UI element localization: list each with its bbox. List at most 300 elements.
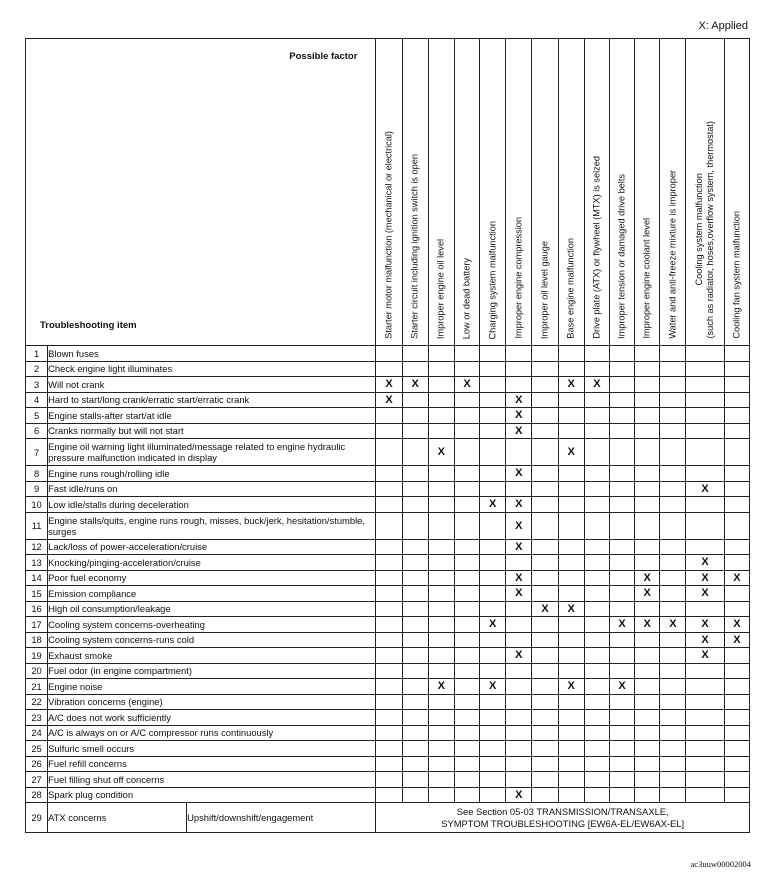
row-number: 6	[26, 423, 48, 439]
table-row	[26, 439, 750, 466]
factor-label: Starter motor malfunction (mechanical or electrical)	[383, 131, 394, 339]
factor-cell	[584, 497, 609, 513]
factor-cell	[376, 694, 402, 710]
factor-cell	[635, 725, 660, 741]
factor-cell: X	[584, 377, 609, 393]
factor-header-12	[660, 39, 686, 346]
factor-cell	[660, 392, 686, 408]
factor-cell	[724, 539, 749, 555]
row-item: Poor fuel economy	[48, 570, 376, 586]
factor-cell	[402, 497, 428, 513]
factor-cell	[584, 555, 609, 571]
factor-cell	[635, 741, 660, 757]
factor-cell	[724, 423, 749, 439]
factor-cell	[376, 663, 402, 679]
factor-cell	[376, 497, 402, 513]
possible-factor-label: Possible factor	[289, 51, 358, 62]
table-row	[26, 803, 750, 833]
table-body	[26, 346, 750, 833]
factor-label: Charging system malfunction	[487, 220, 498, 339]
table-row	[26, 497, 750, 513]
factor-cell: X	[635, 586, 660, 602]
factor-cell: X	[506, 586, 532, 602]
factor-cell: X	[532, 601, 558, 617]
factor-label: Low or dead battery	[461, 257, 472, 339]
factor-label: Improper engine compression	[513, 217, 524, 339]
factor-cell	[686, 694, 724, 710]
factor-cell: X	[402, 377, 428, 393]
factor-cell: X	[480, 497, 506, 513]
factor-cell	[428, 481, 454, 497]
table-row	[26, 346, 750, 362]
table-row	[26, 617, 750, 633]
factor-cell	[402, 423, 428, 439]
factor-cell	[724, 361, 749, 377]
factor-cell	[660, 497, 686, 513]
factor-cell	[724, 408, 749, 424]
factor-cell	[402, 392, 428, 408]
factor-cell	[454, 512, 479, 539]
row-number: 5	[26, 408, 48, 424]
factor-cell	[532, 632, 558, 648]
troubleshooting-item-label: Troubleshooting item	[40, 320, 137, 331]
row-item: Engine oil warning light illuminated/message related to engine hydraulic pressure malfunction indicated in display	[48, 439, 376, 466]
factor-cell	[609, 497, 634, 513]
factor-cell	[532, 586, 558, 602]
factor-cell: X	[686, 617, 724, 633]
factor-cell	[402, 481, 428, 497]
factor-cell	[428, 512, 454, 539]
factor-header-11	[635, 39, 660, 346]
factor-cell: X	[609, 617, 634, 633]
factor-cell	[454, 787, 479, 803]
factor-cell	[532, 725, 558, 741]
factor-header-8	[558, 39, 584, 346]
factor-cell	[402, 555, 428, 571]
factor-cell	[454, 481, 479, 497]
factor-cell	[532, 361, 558, 377]
factor-cell	[480, 361, 506, 377]
factor-cell	[532, 648, 558, 664]
row-number: 27	[26, 772, 48, 788]
table-row	[26, 377, 750, 393]
factor-cell	[480, 466, 506, 482]
row-number: 2	[26, 361, 48, 377]
factor-cell	[454, 408, 479, 424]
row-number: 22	[26, 694, 48, 710]
row-number: 7	[26, 439, 48, 466]
table-row	[26, 663, 750, 679]
factor-cell	[584, 408, 609, 424]
factor-cell: X	[480, 617, 506, 633]
factor-cell	[660, 361, 686, 377]
factor-cell	[635, 663, 660, 679]
factor-cell	[532, 756, 558, 772]
factor-cell	[686, 512, 724, 539]
table-row	[26, 725, 750, 741]
factor-cell	[532, 555, 558, 571]
factor-cell	[558, 632, 584, 648]
factor-cell	[660, 512, 686, 539]
factor-cell	[609, 586, 634, 602]
factor-cell	[660, 570, 686, 586]
factor-cell	[724, 392, 749, 408]
factor-cell	[609, 361, 634, 377]
factor-cell	[532, 423, 558, 439]
factor-cell	[480, 392, 506, 408]
factor-cell	[480, 555, 506, 571]
factor-cell	[454, 466, 479, 482]
factor-cell	[506, 679, 532, 695]
factor-cell	[558, 361, 584, 377]
factor-cell	[428, 392, 454, 408]
factor-cell: X	[686, 586, 724, 602]
factor-cell	[480, 570, 506, 586]
row-number: 3	[26, 377, 48, 393]
factor-cell	[724, 466, 749, 482]
factor-cell	[428, 741, 454, 757]
factor-cell	[660, 601, 686, 617]
factor-cell	[506, 694, 532, 710]
factor-cell: X	[376, 377, 402, 393]
legend-applied: X: Applied	[698, 20, 748, 32]
factor-cell	[635, 512, 660, 539]
factor-cell	[584, 632, 609, 648]
factor-cell	[635, 346, 660, 362]
factor-cell	[724, 481, 749, 497]
factor-cell	[428, 617, 454, 633]
factor-cell: X	[428, 439, 454, 466]
factor-cell	[558, 756, 584, 772]
row-item: Fuel filling shut off concerns	[48, 772, 376, 788]
factor-cell	[686, 539, 724, 555]
factor-cell	[724, 694, 749, 710]
factor-cell: X	[609, 679, 634, 695]
factor-cell	[584, 570, 609, 586]
factor-cell	[506, 632, 532, 648]
factor-cell	[480, 694, 506, 710]
factor-cell	[686, 710, 724, 726]
factor-cell	[686, 741, 724, 757]
factor-cell	[532, 512, 558, 539]
row-number: 15	[26, 586, 48, 602]
factor-cell	[584, 725, 609, 741]
factor-cell	[724, 439, 749, 466]
factor-cell	[609, 756, 634, 772]
factor-cell	[428, 466, 454, 482]
factor-cell	[402, 648, 428, 664]
table-row	[26, 466, 750, 482]
factor-cell	[402, 617, 428, 633]
factor-cell	[480, 377, 506, 393]
factor-cell	[558, 512, 584, 539]
row-number: 23	[26, 710, 48, 726]
factor-cell: X	[724, 570, 749, 586]
factor-cell	[376, 679, 402, 695]
row-item: Check engine light illuminates	[48, 361, 376, 377]
factor-cell	[724, 601, 749, 617]
factor-cell	[428, 694, 454, 710]
factor-cell	[506, 555, 532, 571]
factor-cell	[660, 632, 686, 648]
factor-cell	[376, 570, 402, 586]
factor-cell	[660, 679, 686, 695]
factor-cell	[660, 423, 686, 439]
factor-cell	[558, 787, 584, 803]
factor-cell	[376, 710, 402, 726]
row-subitem: Upshift/downshift/engagement	[187, 803, 376, 833]
factor-cell: X	[506, 512, 532, 539]
factor-header-3	[428, 39, 454, 346]
factor-cell	[402, 539, 428, 555]
factor-label: Improper tension or damaged drive belts	[616, 174, 627, 339]
table-row	[26, 539, 750, 555]
factor-cell	[402, 663, 428, 679]
factor-cell	[584, 346, 609, 362]
factor-cell	[635, 408, 660, 424]
factor-cell	[506, 663, 532, 679]
factor-cell: X	[506, 570, 532, 586]
factor-cell: X	[686, 632, 724, 648]
row-number: 8	[26, 466, 48, 482]
factor-cell	[724, 679, 749, 695]
factor-cell	[686, 466, 724, 482]
factor-cell	[532, 466, 558, 482]
factor-cell	[376, 586, 402, 602]
factor-cell	[376, 772, 402, 788]
factor-cell	[660, 663, 686, 679]
table-row	[26, 741, 750, 757]
row-number: 25	[26, 741, 48, 757]
factor-cell: X	[686, 570, 724, 586]
row-item: Blown fuses	[48, 346, 376, 362]
factor-cell: X	[480, 679, 506, 695]
factor-cell	[558, 539, 584, 555]
factor-cell	[376, 423, 402, 439]
factor-cell	[428, 601, 454, 617]
factor-cell	[532, 710, 558, 726]
factor-label: Base engine malfunction	[565, 238, 576, 339]
table-row	[26, 512, 750, 539]
factor-cell	[428, 555, 454, 571]
factor-cell	[660, 725, 686, 741]
factor-cell	[558, 423, 584, 439]
factor-cell	[558, 694, 584, 710]
factor-cell	[724, 787, 749, 803]
factor-cell	[686, 497, 724, 513]
factor-cell	[506, 346, 532, 362]
factor-cell: X	[506, 466, 532, 482]
factor-cell	[660, 648, 686, 664]
troubleshooting-table	[25, 38, 750, 833]
factor-cell	[402, 710, 428, 726]
row-item: Fuel odor (in engine compartment)	[48, 663, 376, 679]
factor-cell	[584, 648, 609, 664]
factor-cell	[724, 741, 749, 757]
factor-cell	[635, 377, 660, 393]
factor-cell	[376, 648, 402, 664]
factor-cell	[532, 570, 558, 586]
factor-cell	[660, 539, 686, 555]
factor-cell	[402, 725, 428, 741]
factor-cell	[724, 663, 749, 679]
factor-cell	[454, 648, 479, 664]
factor-cell	[506, 725, 532, 741]
factor-cell	[454, 346, 479, 362]
factor-cell: X	[724, 632, 749, 648]
factor-cell	[686, 439, 724, 466]
factor-cell	[428, 423, 454, 439]
factor-cell	[532, 377, 558, 393]
row-item: Engine stalls-after start/at idle	[48, 408, 376, 424]
factor-cell	[609, 539, 634, 555]
row-item: Cooling system concerns-runs cold	[48, 632, 376, 648]
factor-cell	[609, 408, 634, 424]
factor-cell	[686, 787, 724, 803]
factor-cell	[635, 756, 660, 772]
factor-cell	[584, 512, 609, 539]
factor-cell	[724, 512, 749, 539]
factor-cell	[402, 632, 428, 648]
row-item: Engine noise	[48, 679, 376, 695]
figure-code: ac3uuw00002004	[690, 859, 751, 869]
factor-cell	[686, 377, 724, 393]
factor-cell	[584, 772, 609, 788]
factor-label: Water and anti-freeze mixture is improper	[667, 170, 678, 339]
factor-cell	[584, 586, 609, 602]
factor-cell	[609, 377, 634, 393]
factor-cell	[506, 772, 532, 788]
factor-cell	[609, 601, 634, 617]
factor-cell: X	[686, 555, 724, 571]
factor-header-6	[506, 39, 532, 346]
factor-cell: X	[724, 617, 749, 633]
table-row	[26, 361, 750, 377]
factor-cell	[428, 539, 454, 555]
factor-cell	[558, 648, 584, 664]
factor-cell	[480, 539, 506, 555]
factor-cell	[609, 725, 634, 741]
row-item: Will not crank	[48, 377, 376, 393]
row-number: 4	[26, 392, 48, 408]
factor-cell	[609, 663, 634, 679]
factor-cell	[428, 497, 454, 513]
factor-cell	[609, 772, 634, 788]
factor-cell	[558, 466, 584, 482]
factor-label: Improper oil level gauge	[539, 240, 550, 339]
row-number: 17	[26, 617, 48, 633]
factor-cell	[402, 586, 428, 602]
row-item: Engine stalls/quits, engine runs rough, misses, buck/jerk, hesitation/stumble, surges	[48, 512, 376, 539]
factor-cell	[609, 787, 634, 803]
row-item: Lack/loss of power-acceleration/cruise	[48, 539, 376, 555]
factor-header-4	[454, 39, 479, 346]
factor-cell	[532, 679, 558, 695]
table-row	[26, 570, 750, 586]
factor-cell	[724, 772, 749, 788]
factor-cell: X	[506, 539, 532, 555]
factor-cell	[635, 710, 660, 726]
factor-label: Improper engine oil level	[435, 238, 446, 339]
factor-cell	[660, 586, 686, 602]
table-row	[26, 710, 750, 726]
factor-cell	[480, 346, 506, 362]
table-row	[26, 586, 750, 602]
row-number: 24	[26, 725, 48, 741]
factor-cell	[454, 497, 479, 513]
factor-cell	[454, 725, 479, 741]
factor-cell	[660, 756, 686, 772]
factor-cell	[480, 481, 506, 497]
factor-cell	[506, 617, 532, 633]
row-number: 13	[26, 555, 48, 571]
factor-cell	[402, 787, 428, 803]
factor-cell	[660, 787, 686, 803]
factor-cell	[376, 725, 402, 741]
factor-cell	[686, 361, 724, 377]
row-item: Knocking/pinging-acceleration/cruise	[48, 555, 376, 571]
factor-cell	[609, 555, 634, 571]
factor-cell	[660, 346, 686, 362]
table-row	[26, 756, 750, 772]
factor-label: Cooling system malfunction (such as radiator, hoses,overflow system, thermostat)	[694, 121, 716, 339]
factor-cell	[376, 361, 402, 377]
factor-cell	[584, 481, 609, 497]
factor-cell	[635, 392, 660, 408]
factor-cell	[584, 663, 609, 679]
factor-cell	[376, 756, 402, 772]
factor-cell: X	[686, 648, 724, 664]
factor-cell	[584, 423, 609, 439]
factor-header-5	[480, 39, 506, 346]
factor-cell	[686, 392, 724, 408]
factor-cell	[506, 710, 532, 726]
factor-cell	[480, 648, 506, 664]
row-number: 9	[26, 481, 48, 497]
table-row	[26, 555, 750, 571]
factor-cell	[660, 377, 686, 393]
factor-cell	[506, 601, 532, 617]
factor-cell	[532, 439, 558, 466]
factor-cell	[454, 539, 479, 555]
factor-cell	[584, 601, 609, 617]
factor-cell	[480, 663, 506, 679]
factor-cell	[584, 466, 609, 482]
factor-cell	[402, 361, 428, 377]
factor-cell	[428, 632, 454, 648]
factor-header-13	[686, 39, 724, 346]
factor-cell	[558, 663, 584, 679]
factor-cell	[428, 725, 454, 741]
row-number: 26	[26, 756, 48, 772]
note-line-1: See Section 05-03 TRANSMISSION/TRANSAXLE,	[456, 805, 669, 817]
factor-cell	[558, 741, 584, 757]
table-row	[26, 408, 750, 424]
factor-cell	[609, 512, 634, 539]
factor-cell: X	[660, 617, 686, 633]
factor-cell	[454, 617, 479, 633]
factor-cell	[428, 408, 454, 424]
factor-cell	[532, 772, 558, 788]
factor-cell	[506, 741, 532, 757]
factor-cell	[376, 481, 402, 497]
row-item: High oil consumption/leakage	[48, 601, 376, 617]
factor-cell	[635, 539, 660, 555]
factor-cell	[376, 601, 402, 617]
factor-cell	[402, 756, 428, 772]
table-row	[26, 679, 750, 695]
factor-cell: X	[686, 481, 724, 497]
